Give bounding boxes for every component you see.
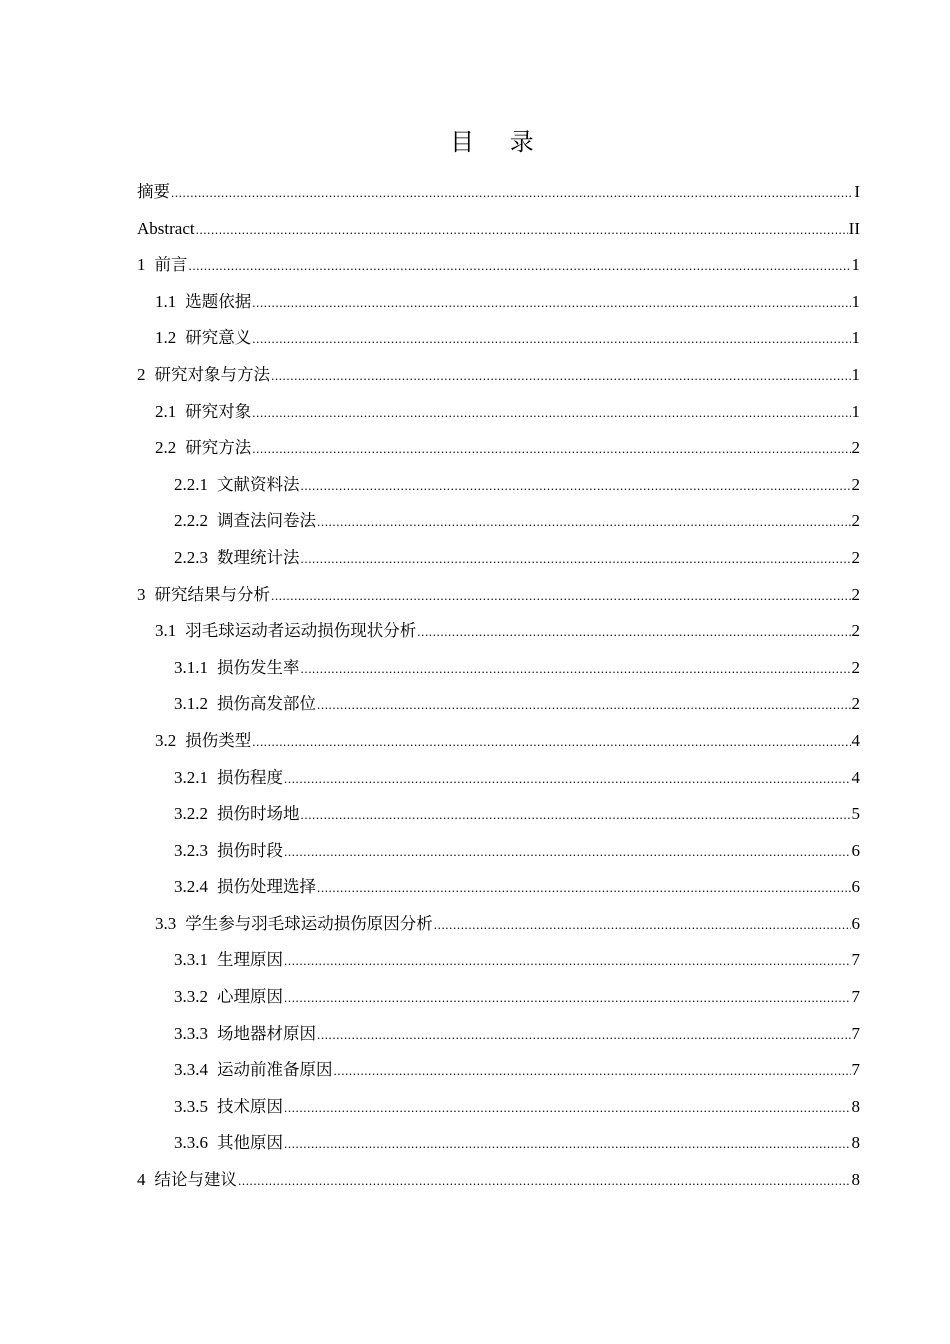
toc-entry-label: 其他原因 [217,1133,283,1153]
toc-dot-leader [284,1090,851,1127]
toc-entry-label: 学生参与羽毛球运动损伤原因分析 [185,913,433,933]
toc-dot-leader [284,1126,851,1163]
toc-entry-label: 研究对象与方法 [154,364,270,384]
toc-entry-label: 场地器材原因 [217,1023,316,1043]
toc-entry[interactable] [137,320,860,357]
toc-entry[interactable] [137,174,860,211]
toc-entry-label: 研究方法 [185,438,252,458]
toc-entry-label: 损伤发生率 [217,657,300,677]
toc-entry-number: 3.1.2 [174,694,208,714]
toc-entry-page-number: 1 [851,255,860,275]
toc-entry-number: 4 [137,1170,146,1190]
toc-entry[interactable] [137,942,860,979]
toc-entry-number: 1.1 [155,291,177,311]
toc-entry-number: 3.3.1 [174,950,208,970]
toc-entry-label: 结论与建议 [154,1170,237,1190]
toc-entry-page-number: 8 [851,1133,860,1153]
toc-entry-page-number: 1 [851,328,860,348]
toc-entry-page-number: 2 [851,511,860,531]
toc-entry[interactable] [137,1125,860,1162]
toc-entry-number: 3.3 [155,913,177,933]
toc-entry-number: 3.3.2 [174,987,208,1007]
toc-dot-leader [252,395,850,432]
toc-entry-label: 损伤程度 [217,767,283,787]
toc-dot-leader [271,578,851,615]
toc-entry-page-number: 2 [851,547,860,567]
toc-entry-page-number: 4 [851,767,860,787]
toc-entry-number: 2.1 [155,401,177,421]
toc-dot-leader [301,797,851,834]
toc-entry-page-number: 8 [851,1096,860,1116]
toc-entry-label: 调查法问卷法 [217,511,316,531]
toc-entry-number: 3.3.4 [174,1060,208,1080]
toc-dot-leader [271,358,851,395]
toc-entry-number: 2.2.2 [174,511,208,531]
toc-entry-number: 3.1.1 [174,657,208,677]
toc-entry[interactable] [137,723,860,760]
toc-entry-label: 选题依据 [185,291,252,311]
toc-entry-page-number: 6 [851,913,860,933]
toc-entry[interactable] [137,577,860,614]
toc-dot-leader [317,870,851,907]
toc-dot-leader [252,431,850,468]
toc-dot-leader [196,212,848,249]
toc-dot-leader [252,321,850,358]
toc-entry-number: 1 [137,255,146,275]
toc-entry[interactable] [137,1052,860,1089]
toc-entry-label: 运动前准备原因 [217,1060,333,1080]
toc-entry-page-number: 1 [851,364,860,384]
toc-dot-leader [284,980,851,1017]
toc-entry[interactable] [137,760,860,797]
toc-entry-page-number: 7 [851,987,860,1007]
toc-entry-label: 技术原因 [217,1096,283,1116]
toc-entry-page-number: 5 [851,804,860,824]
toc-entry-page-number: 6 [851,877,860,897]
toc-list [137,174,860,1199]
toc-entry-label: 损伤时段 [217,840,283,860]
toc-entry[interactable] [137,1089,860,1126]
toc-dot-leader [252,724,850,761]
toc-entry-label: 摘要 [137,182,170,201]
toc-entry-number: 2.2 [155,438,177,458]
toc-dot-leader [189,248,851,285]
toc-entry-number: 3.2.4 [174,877,208,897]
toc-dot-leader [317,504,851,541]
toc-entry-number: 3.2.3 [174,840,208,860]
toc-entry-label: 数理统计法 [217,547,300,567]
toc-entry-page-number: 1 [851,401,860,421]
toc-entry-label: 损伤时场地 [217,804,300,824]
toc-entry-label: 生理原因 [217,950,283,970]
toc-entry[interactable] [137,284,860,321]
toc-entry-number: 1.2 [155,328,177,348]
toc-entry-page-number: 2 [851,474,860,494]
toc-entry-page-number: 2 [851,438,860,458]
toc-entry[interactable] [137,1162,860,1199]
toc-entry-number: 2.2.1 [174,474,208,494]
toc-entry-number: 3.3.5 [174,1096,208,1116]
toc-entry-number: 2.2.3 [174,547,208,567]
toc-dot-leader [317,1017,851,1054]
toc-entry[interactable] [137,247,860,284]
toc-entry-page-number: 2 [851,694,860,714]
toc-entry-label: 研究结果与分析 [154,584,270,604]
toc-entry-label: 心理原因 [217,987,283,1007]
toc-entry-label: Abstract [137,218,195,238]
toc-entry-label: 羽毛球运动者运动损伤现状分析 [185,621,417,641]
toc-entry[interactable] [137,503,860,540]
toc-entry-label: 损伤高发部位 [217,694,316,714]
toc-entry-page-number: 7 [851,950,860,970]
toc-entry[interactable] [137,906,860,943]
toc-entry-number: 3.3.3 [174,1023,208,1043]
toc-dot-leader [301,651,851,688]
toc-title: 目 录 [450,128,548,156]
toc-entry-page-number: 2 [851,657,860,677]
toc-entry-label: 文献资料法 [217,474,300,494]
toc-entry[interactable] [137,796,860,833]
toc-entry-page-number: 7 [851,1060,860,1080]
toc-entry-number: 3.2.2 [174,804,208,824]
toc-entry-page-number: 2 [851,621,860,641]
toc-dot-leader [238,1163,851,1200]
toc-entry[interactable] [137,650,860,687]
toc-dot-leader [171,175,853,212]
toc-dot-leader [252,285,850,322]
toc-dot-leader [301,541,851,578]
toc-dot-leader [434,907,851,944]
toc-dot-leader [284,943,851,980]
toc-entry[interactable] [137,869,860,906]
toc-entry[interactable] [137,211,860,248]
toc-entry[interactable] [137,1016,860,1053]
toc-entry[interactable] [137,686,860,723]
toc-entry-number: 3.2 [155,730,177,750]
toc-entry-page-number: I [854,182,860,201]
toc-dot-leader [284,834,851,871]
toc-entry-page-number: 2 [851,584,860,604]
toc-entry-label: 研究对象 [185,401,252,421]
toc-dot-leader [417,614,850,651]
toc-entry-number: 3.1 [155,621,177,641]
toc-dot-leader [284,761,851,798]
toc-entry[interactable] [137,833,860,870]
toc-entry-page-number: II [848,218,860,238]
toc-dot-leader [301,468,851,505]
toc-entry-number: 3 [137,584,146,604]
toc-entry-page-number: 4 [851,730,860,750]
toc-entry-number: 3.2.1 [174,767,208,787]
toc-entry-page-number: 1 [851,291,860,311]
toc-entry[interactable] [137,394,860,431]
toc-entry-page-number: 7 [851,1023,860,1043]
toc-entry[interactable] [137,540,860,577]
toc-entry-number: 2 [137,364,146,384]
toc-entry-page-number: 6 [851,840,860,860]
toc-entry-label: 前言 [154,255,188,275]
toc-entry-page-number: 8 [851,1170,860,1190]
toc-entry-number: 3.3.6 [174,1133,208,1153]
toc-entry-label: 损伤处理选择 [217,877,316,897]
toc-dot-leader [317,687,851,724]
toc-entry-label: 研究意义 [185,328,252,348]
toc-entry-label: 损伤类型 [185,730,252,750]
toc-dot-leader [334,1053,851,1090]
toc-entry[interactable] [137,430,860,467]
toc-entry[interactable] [137,467,860,504]
toc-entry[interactable] [137,613,860,650]
toc-entry[interactable] [137,357,860,394]
toc-entry[interactable] [137,979,860,1016]
